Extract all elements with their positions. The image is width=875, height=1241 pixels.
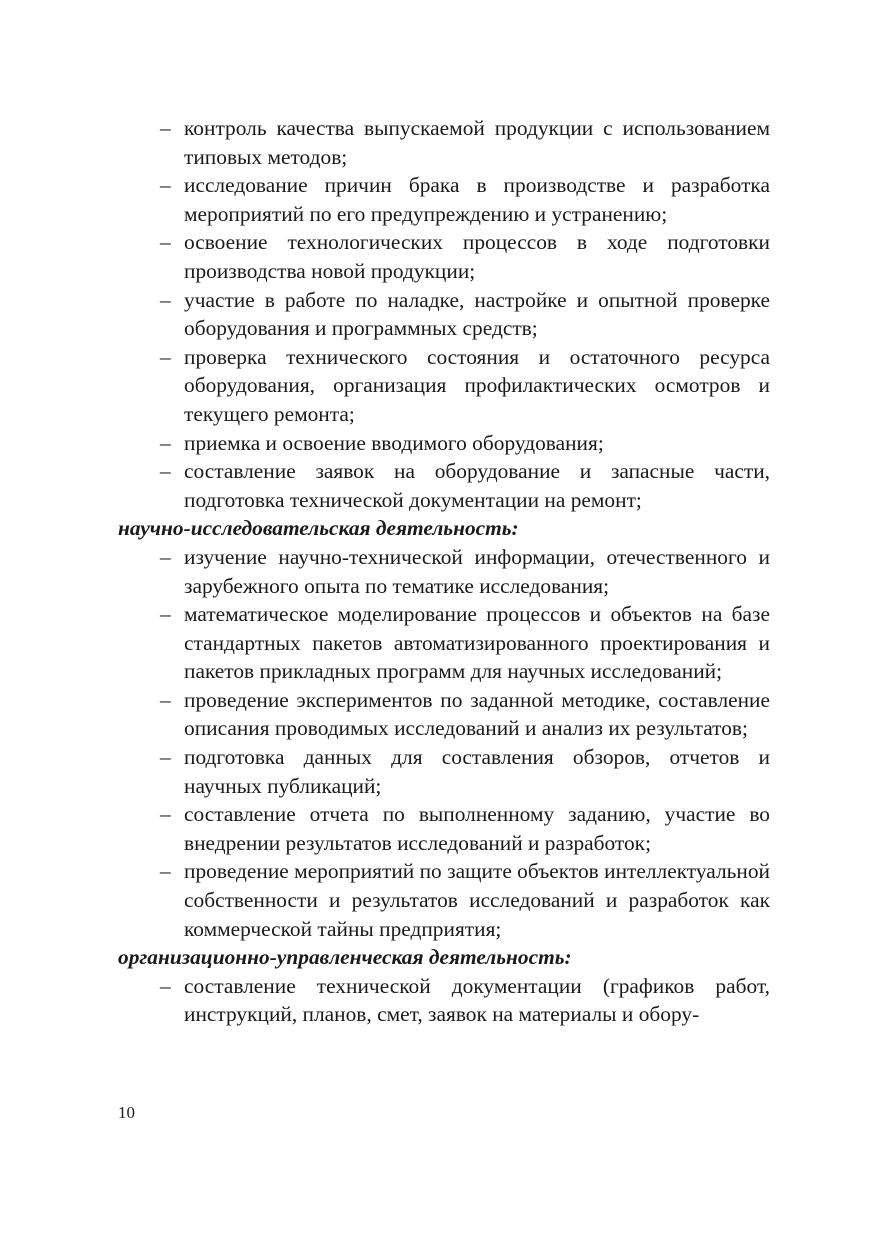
dash-marker: –: [160, 544, 171, 569]
list-item-text: подготовка данных для составления обзоров, отчетов и научных публикаций;: [184, 745, 770, 798]
list-item-text: составление заявок на оборудование и запасные части, подготовка технической документации на ремонт;: [184, 459, 770, 512]
dash-marker: –: [160, 344, 171, 369]
management-heading: организационно-управленческая деятельность:: [118, 945, 572, 970]
list-item: [118, 600, 770, 686]
dash-marker: –: [160, 859, 171, 884]
list-item-text: участие в работе по наладке, настройке и опытной проверке оборудования и программных средств;: [184, 287, 770, 341]
list-item-text: проведение экспериментов по заданной методике, составление описания проводимых исследований и анализ их результатов;: [184, 687, 770, 741]
intro-list: [118, 114, 770, 514]
list-item: [118, 972, 770, 1029]
list-item: [118, 686, 770, 743]
list-item: [118, 429, 770, 458]
dash-marker: –: [160, 602, 171, 627]
list-item: [118, 857, 770, 943]
dash-marker: –: [160, 745, 171, 770]
list-item-text: изучение научно-технической информации, отечественного и зарубежного опыта по тематике исследования;: [184, 544, 770, 598]
page-content: [118, 114, 770, 1029]
list-item: [118, 457, 770, 514]
list-item: [118, 114, 770, 171]
research-list: [118, 543, 770, 943]
dash-marker: –: [160, 459, 171, 484]
list-item: [118, 543, 770, 600]
dash-marker: –: [160, 973, 171, 998]
list-item: [118, 228, 770, 285]
dash-marker: –: [160, 430, 171, 455]
dash-marker: –: [160, 230, 171, 255]
dash-marker: –: [160, 687, 171, 712]
dash-marker: –: [160, 287, 171, 312]
list-item-text: составление отчета по выполненному заданию, участие во внедрении результатов исследований и разработок;: [184, 802, 770, 855]
list-item: [118, 286, 770, 343]
dash-marker: –: [160, 116, 171, 140]
list-item-text: контроль качества выпускаемой продукции с использованием типовых методов;: [184, 116, 770, 169]
list-item: [118, 800, 770, 857]
page-number: 10: [118, 1103, 135, 1122]
list-item: [118, 343, 770, 429]
research-heading: научно-исследовательская деятельность:: [118, 516, 519, 541]
list-item-text: исследование причин брака в производстве и разработка мероприятий по его предупреждению и устранению;: [184, 173, 770, 226]
management-list: [118, 972, 770, 1029]
dash-marker: –: [160, 802, 171, 827]
list-item-text: освоение технологических процессов в ходе подготовки производства новой продукции;: [184, 230, 770, 283]
dash-marker: –: [160, 173, 171, 198]
list-item-text: математическое моделирование процессов и объектов на базе стандартных пакетов автоматизированного проектирования и пакетов прикладных программ для научных исследований;: [184, 602, 770, 684]
list-item-text: проверка технического состояния и остаточного ресурса оборудования, организация профилактических осмотров и текущего ремонта;: [184, 344, 770, 426]
list-item-text: составление технической документации (графиков работ, инструкций, планов, смет, заявок на материалы и обору-: [184, 973, 770, 1027]
list-item: [118, 171, 770, 228]
list-item: [118, 743, 770, 800]
list-item-text: приемка и освоение вводимого оборудования;: [184, 430, 604, 455]
list-item-text: проведение мероприятий по защите объектов интеллектуальной собственности и результатов исследований и разработок как коммерческой тайны предприятия;: [184, 859, 770, 941]
